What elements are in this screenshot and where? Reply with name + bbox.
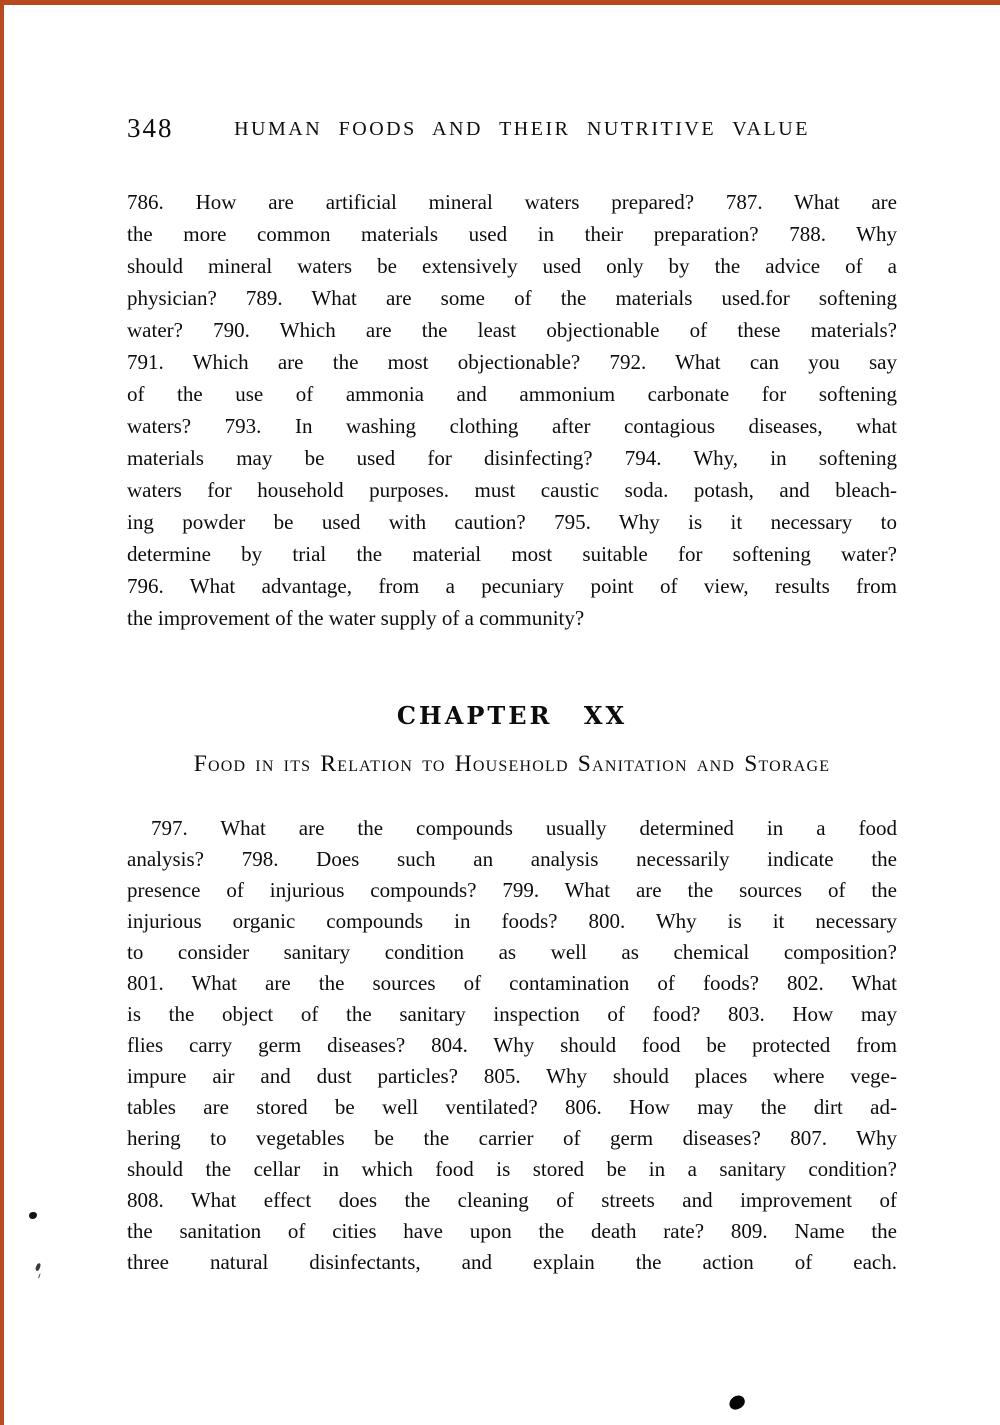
chapter-heading: CHAPTER XX [396,701,628,730]
text-line: of the use of ammonia and ammonium carbonate for softening [127,382,897,406]
text-line: water? 790. Which are the least objectionable of these materials? [127,318,897,342]
text-line: 786. How are artificial mineral waters prepared? 787. What are [127,190,897,214]
text-line: 791. Which are the most objectionable? 792. What can you say [127,350,897,374]
text-line: flies carry germ diseases? 804. Why should food be protected from [127,1033,897,1057]
text-line: determine by trial the material most suitable for softening water? [127,542,897,566]
text-line: 808. What effect does the cleaning of streets and improvement of [127,1188,897,1212]
text-line: hering to vegetables be the carrier of germ diseases? 807. Why [127,1126,897,1150]
text-line: presence of injurious compounds? 799. What are the sources of the [127,878,897,902]
text-line: is the object of the sanitary inspection of food? 803. How may [127,1002,897,1026]
ink-blob [727,1393,747,1411]
text-line: impure air and dust particles? 805. Why should places where vege- [127,1064,897,1088]
running-header [127,112,897,148]
text-line: ing powder be used with caution? 795. Why is it necessary to [127,510,897,534]
text-line: the sanitation of cities have upon the death rate? 809. Name the [127,1219,897,1243]
page-number: 348 [127,113,174,143]
text-line: materials may be used for disinfecting? 794. Why, in softening [127,446,897,470]
text-line: the improvement of the water supply of a community? [127,606,585,630]
text-line: three natural disinfectants, and explain the action of each. [127,1250,897,1274]
text-line: 796. What advantage, from a pecuniary point of view, results from [127,574,897,598]
text-line: waters? 793. In washing clothing after contagious diseases, what [127,414,897,438]
text-line: 797. What are the compounds usually determined in a food [151,816,897,840]
questions-paragraph-2 [127,813,897,1278]
chapter-subtitle: Food in its Relation to Household Sanitation and Storage [193,751,831,777]
text-line: analysis? 798. Does such an analysis necessarily indicate the [127,847,897,871]
text-line: should the cellar in which food is stored be in a sanitary condition? [127,1157,897,1181]
text-line: the more common materials used in their preparation? 788. Why [127,222,897,246]
scan-red-edge-top [0,0,1000,5]
text-line: 801. What are the sources of contamination of foods? 802. What [127,971,897,995]
questions-paragraph-1 [127,186,897,634]
text-line: tables are stored be well ventilated? 806. How may the dirt ad- [127,1095,897,1119]
text-line: injurious organic compounds in foods? 800. Why is it necessary [127,909,897,933]
text-line: physician? 789. What are some of the materials used.for softening [127,286,897,310]
running-title: HUMAN FOODS AND THEIR NUTRITIVE VALUE [234,118,810,140]
scan-red-edge-left [0,0,4,1425]
text-line: waters for household purposes. must caustic soda. potash, and bleach- [127,478,897,502]
text-line: to consider sanitary condition as well as chemical composition? [127,940,897,964]
ink-speck [35,1263,41,1272]
ink-speck [29,1212,37,1219]
text-line: should mineral waters be extensively used only by the advice of a [127,254,897,278]
